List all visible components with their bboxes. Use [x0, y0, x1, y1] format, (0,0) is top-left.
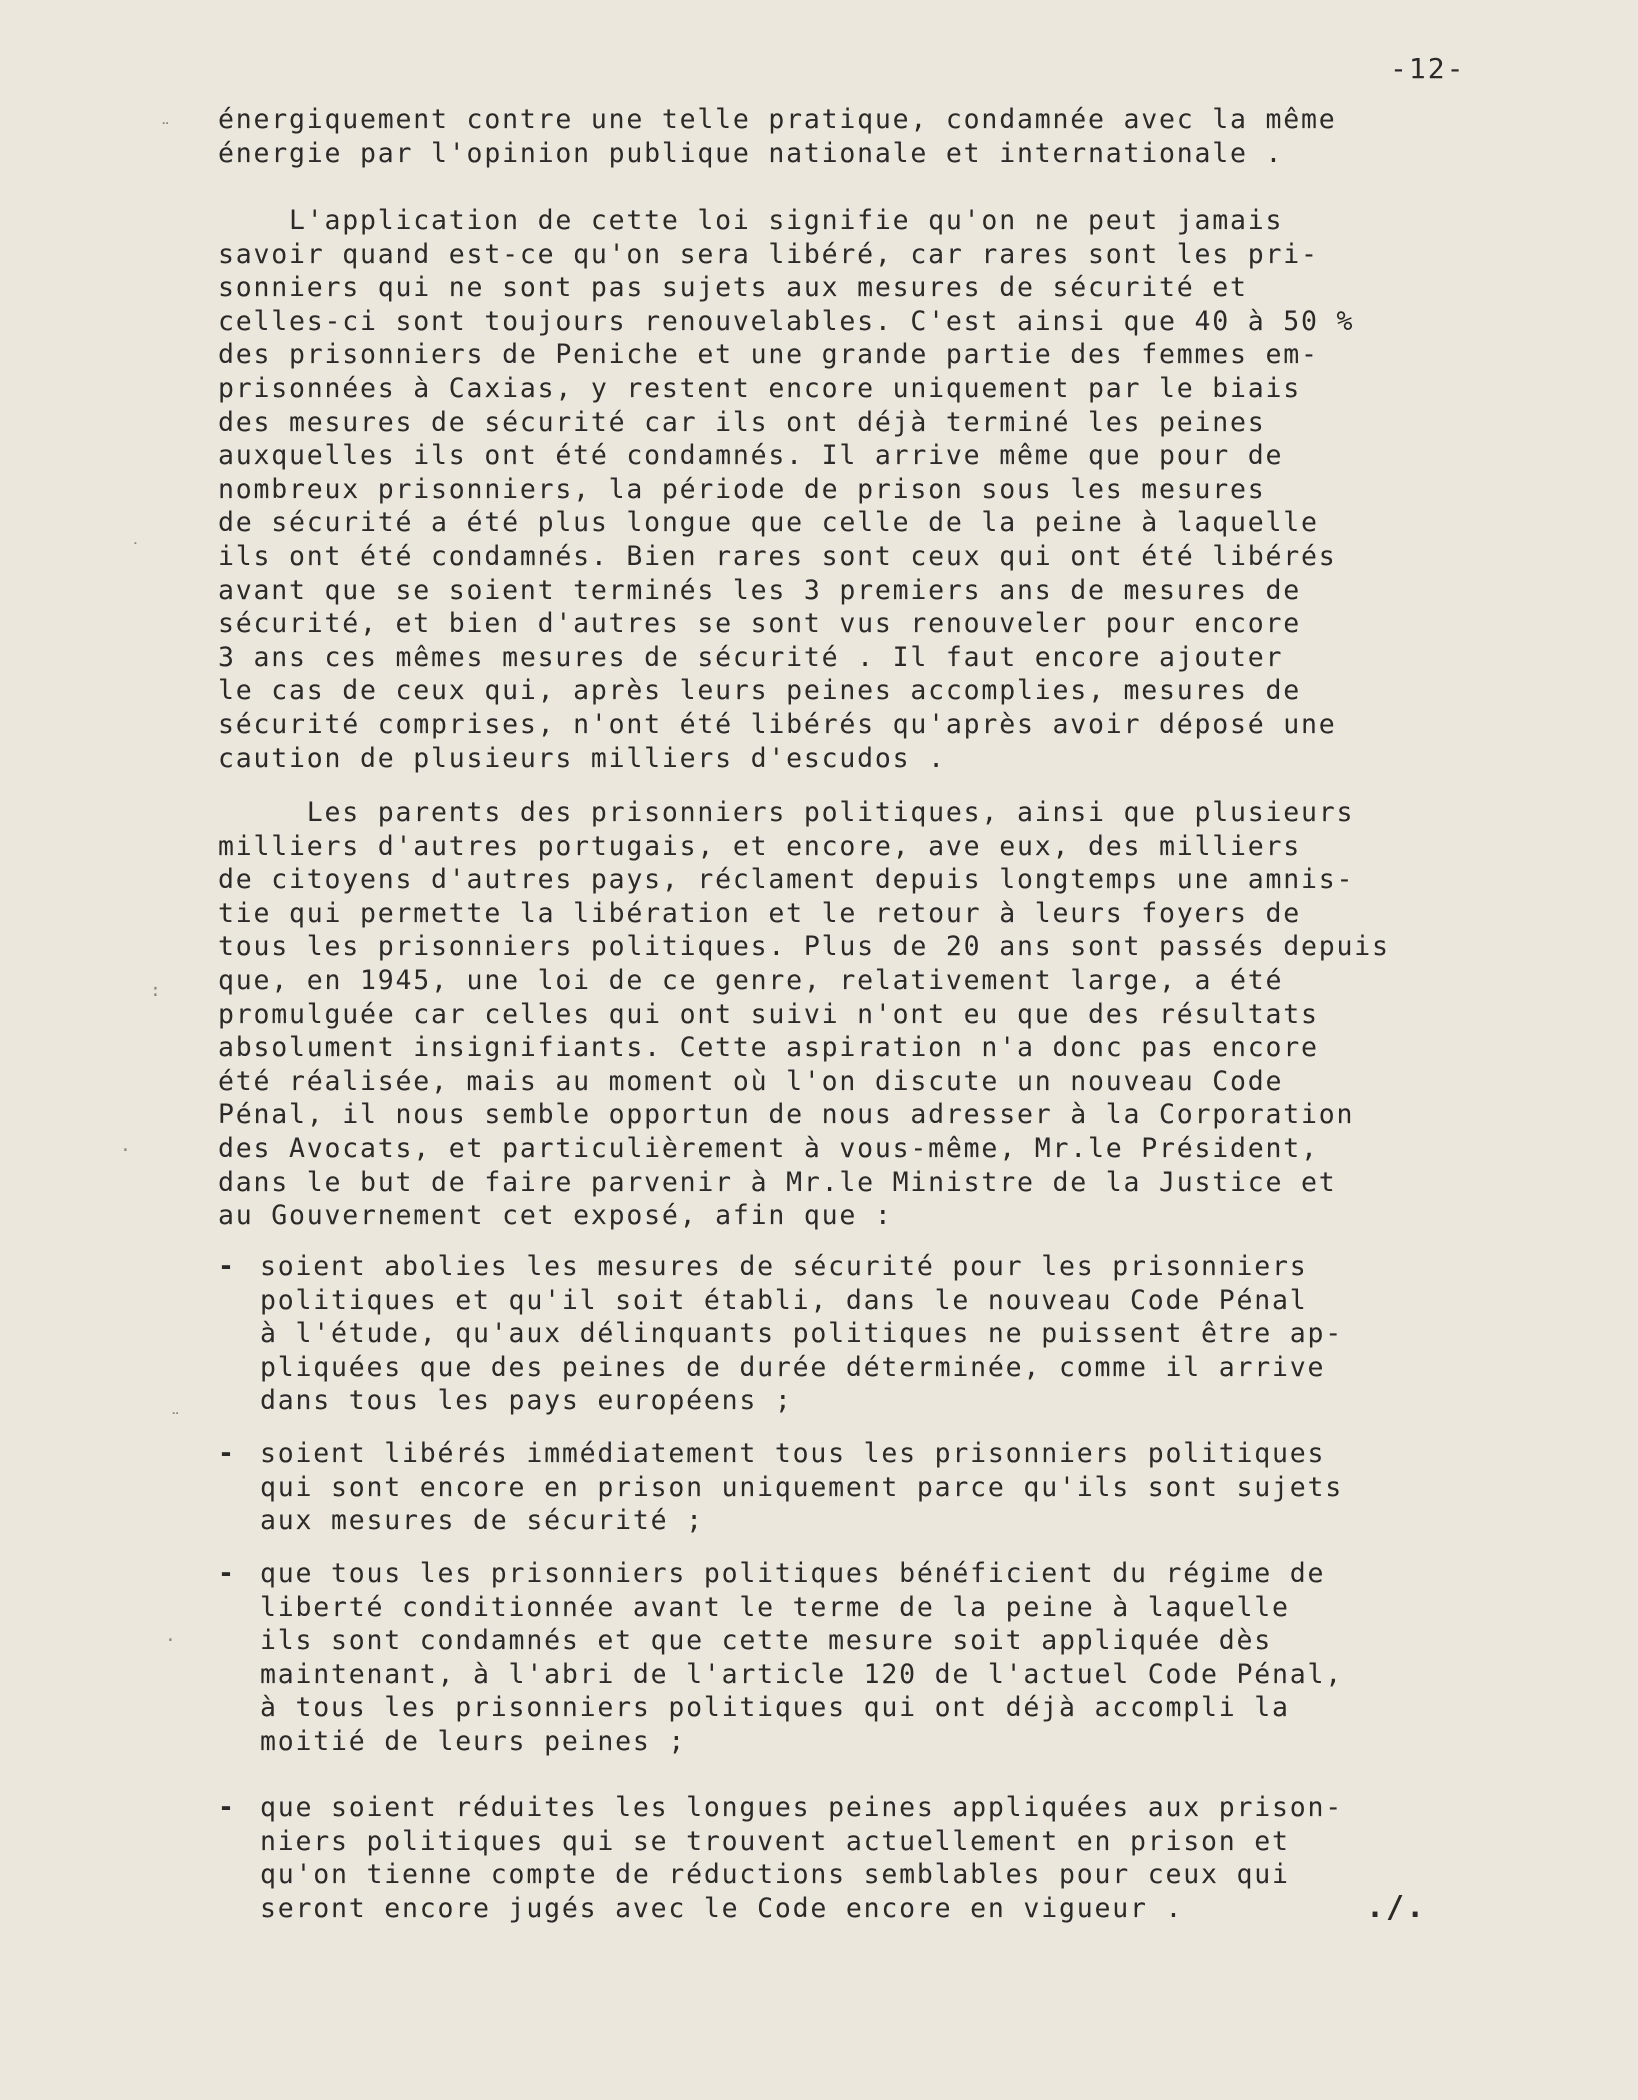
text-line: sécurité, et bien d'autres se sont vus renouveler pour encore: [218, 608, 1302, 640]
text-line: caution de plusieurs milliers d'escudos .: [218, 742, 946, 774]
text-line: des prisonniers de Peniche et une grande partie des femmes em-: [218, 339, 1319, 371]
text-line: maintenant, à l'abri de l'article 120 de l'actuel Code Pénal,: [260, 1658, 1344, 1690]
margin-speck: ¨: [170, 1410, 183, 1431]
margin-speck: ¨: [160, 120, 173, 141]
margin-speck: :: [150, 980, 163, 1001]
bullet-dash: -: [218, 1558, 236, 1589]
text-line: sonniers qui ne sont pas sujets aux mesures de sécurité et: [218, 272, 1248, 304]
text-line: absolument insignifiants. Cette aspiration n'a donc pas encore: [218, 1032, 1319, 1064]
text-line: nombreux prisonniers, la période de prison sous les mesures: [218, 473, 1266, 505]
text-line: qu'on tienne compte de réductions semblables pour ceux qui: [260, 1859, 1290, 1891]
text-line: énergiquement contre une telle pratique, condamnée avec la même: [218, 104, 1337, 135]
text-line: ils sont condamnés et que cette mesure soit appliquée dès: [260, 1625, 1272, 1657]
text-line: été réalisée, mais au moment où l'on discute un nouveau Code: [218, 1065, 1284, 1097]
text-line: avant que se soient terminés les 3 premiers ans de mesures de: [218, 574, 1302, 606]
text-line: promulguée car celles qui ont suivi n'ont eu que des résultats: [218, 998, 1319, 1030]
text-line: tie qui permette la libération et le retour à leurs foyers de: [218, 897, 1302, 929]
text-line: niers politiques qui se trouvent actuellement en prison et: [260, 1825, 1290, 1857]
margin-artifacts: [110, 80, 220, 1980]
bullet-dash: -: [218, 1251, 236, 1282]
paragraph-3: [218, 796, 1538, 1233]
text-line: soient libérés immédiatement tous les prisonniers politiques: [260, 1438, 1326, 1469]
paragraph-1: [218, 103, 1538, 170]
text-line: 3 ans ces mêmes mesures de sécurité . Il faut encore ajouter: [218, 641, 1284, 673]
text-line: que, en 1945, une loi de ce genre, relativement large, a été: [218, 964, 1284, 996]
text-line: des Avocats, et particulièrement à vous-même, Mr.le Président,: [218, 1132, 1319, 1164]
margin-speck: ·: [120, 1140, 133, 1161]
text-line: dans tous les pays européens ;: [260, 1385, 793, 1417]
margin-speck: ˙: [130, 540, 143, 561]
text-line: Pénal, il nous semble opportun de nous adresser à la Corporation: [218, 1099, 1355, 1131]
continuation-mark: ./.: [1366, 1890, 1427, 1925]
text-line: milliers d'autres portugais, et encore, ave eux, des milliers: [218, 830, 1302, 862]
text-line: prisonnées à Caxias, y restent encore uniquement par le biais: [218, 372, 1302, 404]
text-line: sécurité comprises, n'ont été libérés qu'après avoir déposé une: [218, 708, 1337, 740]
page-number: -12-: [1390, 52, 1466, 85]
text-line: énergie par l'opinion publique nationale et internationale .: [218, 137, 1284, 169]
text-line: aux mesures de sécurité ;: [260, 1505, 704, 1537]
text-line: seront encore jugés avec le Code encore en vigueur .: [260, 1892, 1184, 1924]
text-line: qui sont encore en prison uniquement parce qu'ils sont sujets: [260, 1471, 1344, 1503]
text-line: de citoyens d'autres pays, réclament depuis longtemps une amnis-: [218, 864, 1355, 896]
text-line: des mesures de sécurité car ils ont déjà terminé les peines: [218, 406, 1266, 438]
text-line: que soient réduites les longues peines appliquées aux prison-: [260, 1792, 1344, 1823]
text-line: à tous les prisonniers politiques qui ont déjà accompli la: [260, 1692, 1290, 1724]
text-line: savoir quand est-ce qu'on sera libéré, car rares sont les pri-: [218, 238, 1319, 270]
text-line: soient abolies les mesures de sécurité pour les prisonniers: [260, 1251, 1308, 1282]
margin-speck: ·: [165, 1630, 178, 1651]
paragraph-2: [218, 204, 1538, 775]
text-line: à l'étude, qu'aux délinquants politiques ne puissent être ap-: [260, 1318, 1344, 1350]
bullet-dash: -: [218, 1438, 236, 1469]
text-line: dans le but de faire parvenir à Mr.le Ministre de la Justice et: [218, 1166, 1337, 1198]
text-line: le cas de ceux qui, après leurs peines accomplies, mesures de: [218, 675, 1302, 707]
text-line: de sécurité a été plus longue que celle de la peine à laquelle: [218, 507, 1319, 539]
text-line: L'application de cette loi signifie qu'on ne peut jamais: [218, 205, 1284, 236]
text-line: auxquelles ils ont été condamnés. Il arrive même que pour de: [218, 440, 1284, 472]
text-line: Les parents des prisonniers politiques, ainsi que plusieurs: [218, 797, 1355, 828]
text-line: au Gouvernement cet exposé, afin que :: [218, 1200, 893, 1232]
text-line: que tous les prisonniers politiques bénéficient du régime de: [260, 1558, 1326, 1589]
text-line: liberté conditionnée avant le terme de la peine à laquelle: [260, 1591, 1290, 1623]
text-line: pliquées que des peines de durée déterminée, comme il arrive: [260, 1351, 1326, 1383]
text-line: tous les prisonniers politiques. Plus de 20 ans sont passés depuis: [218, 931, 1390, 963]
text-line: politiques et qu'il soit établi, dans le nouveau Code Pénal: [260, 1284, 1308, 1316]
text-line: ils ont été condamnés. Bien rares sont ceux qui ont été libérés: [218, 540, 1337, 572]
text-line: celles-ci sont toujours renouvelables. C'est ainsi que 40 à 50 %: [218, 305, 1355, 337]
bullet-dash: -: [218, 1792, 236, 1823]
text-line: moitié de leurs peines ;: [260, 1725, 687, 1757]
